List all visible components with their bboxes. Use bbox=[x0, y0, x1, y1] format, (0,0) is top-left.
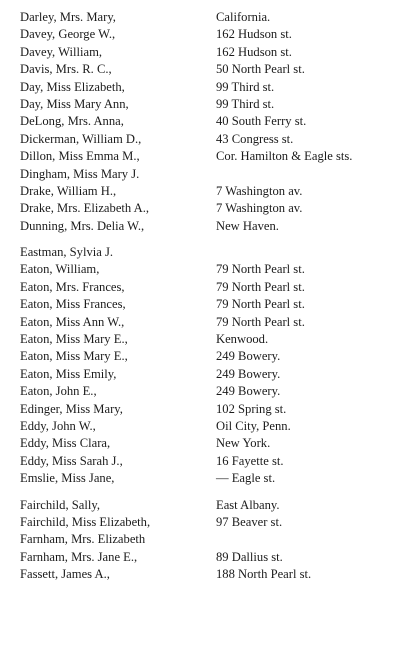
entry-address: Cor. Hamilton & Eagle sts. bbox=[216, 149, 353, 164]
entry-address: 249 Bowery. bbox=[216, 384, 281, 399]
entry-address: 249 Bowery. bbox=[216, 349, 281, 364]
entry-address: 162 Hudson st. bbox=[216, 27, 292, 42]
entry-address: 7 Washington av. bbox=[216, 183, 303, 198]
entry-address: 50 North Pearl st. bbox=[216, 62, 305, 77]
directory-entry bbox=[20, 279, 405, 296]
directory-entry bbox=[20, 44, 405, 61]
entry-address bbox=[216, 166, 405, 183]
entry-name: Davis, Mrs. R. C., bbox=[20, 62, 112, 77]
directory-entry bbox=[20, 148, 405, 165]
entry-address: 89 Dallius st. bbox=[216, 549, 283, 564]
letter-group-e bbox=[20, 244, 405, 487]
entry-name: Davey, William, bbox=[20, 44, 103, 59]
directory-entry bbox=[20, 261, 405, 278]
entry-name: Edinger, Miss Mary, bbox=[20, 401, 123, 416]
directory-entry bbox=[20, 453, 405, 470]
entry-name: Dillon, Miss Emma M., bbox=[20, 149, 140, 164]
entry-name: Eddy, Miss Sarah J., bbox=[20, 453, 123, 468]
entry-address: 40 South Ferry st. bbox=[216, 114, 307, 129]
directory-entry bbox=[20, 470, 405, 487]
directory-page bbox=[20, 9, 405, 584]
entry-name: Dunning, Mrs. Delia W., bbox=[20, 218, 145, 233]
directory-entry bbox=[20, 348, 405, 365]
directory-entry bbox=[20, 296, 405, 313]
entry-address: 79 North Pearl st. bbox=[216, 279, 305, 294]
directory-entry bbox=[20, 183, 405, 200]
entry-name: Drake, Mrs. Elizabeth A., bbox=[20, 201, 150, 216]
entry-address: — Eagle st. bbox=[216, 471, 276, 486]
entry-address: Oil City, Penn. bbox=[216, 418, 291, 433]
directory-entry bbox=[20, 531, 405, 548]
entry-address: East Albany. bbox=[216, 497, 280, 512]
entry-name: Fassett, James A., bbox=[20, 567, 110, 582]
entry-name: Eaton, Miss Ann W., bbox=[20, 314, 125, 329]
directory-entry bbox=[20, 514, 405, 531]
directory-entry bbox=[20, 566, 405, 583]
entry-address: 102 Spring st. bbox=[216, 401, 287, 416]
entry-address: Kenwood. bbox=[216, 332, 269, 347]
entry-name: Drake, William H., bbox=[20, 183, 117, 198]
entry-address: 162 Hudson st. bbox=[216, 44, 292, 59]
entry-address bbox=[216, 244, 405, 261]
entry-address: 99 Third st. bbox=[216, 96, 275, 111]
directory-entry bbox=[20, 549, 405, 566]
entry-name: Emslie, Miss Jane, bbox=[20, 471, 115, 486]
directory-entry bbox=[20, 418, 405, 435]
directory-entry bbox=[20, 401, 405, 418]
entry-name: Davey, George W., bbox=[20, 27, 116, 42]
entry-name: Eaton, Mrs. Frances, bbox=[20, 279, 125, 294]
entry-name: Eaton, Miss Mary E., bbox=[20, 332, 128, 347]
letter-group-f bbox=[20, 497, 405, 584]
entry-name: Eddy, John W., bbox=[20, 418, 96, 433]
entry-name: Eastman, Sylvia J. bbox=[20, 245, 114, 260]
entry-name: Dingham, Miss Mary J. bbox=[20, 166, 140, 181]
entry-address: New Haven. bbox=[216, 218, 279, 233]
entry-name: Fairchild, Sally, bbox=[20, 497, 100, 512]
entry-name: Fairchild, Miss Elizabeth, bbox=[20, 514, 151, 529]
directory-entry bbox=[20, 244, 405, 261]
directory-groups bbox=[20, 9, 405, 584]
entry-name: Eaton, Miss Emily, bbox=[20, 366, 117, 381]
entry-name: Darley, Mrs. Mary, bbox=[20, 10, 116, 24]
directory-entry bbox=[20, 314, 405, 331]
directory-entry bbox=[20, 96, 405, 113]
entry-name: Farnham, Mrs. Elizabeth bbox=[20, 532, 146, 547]
entry-name: Day, Miss Mary Ann, bbox=[20, 96, 129, 111]
entry-address: 7 Washington av. bbox=[216, 201, 303, 216]
directory-entry bbox=[20, 383, 405, 400]
entry-address: 79 North Pearl st. bbox=[216, 262, 305, 277]
directory-entry bbox=[20, 26, 405, 43]
entry-name: Eaton, William, bbox=[20, 262, 100, 277]
entry-address: California. bbox=[216, 10, 271, 24]
entry-address: 249 Bowery. bbox=[216, 366, 281, 381]
directory-entry bbox=[20, 131, 405, 148]
entry-address: 99 Third st. bbox=[216, 79, 275, 94]
entry-address: 79 North Pearl st. bbox=[216, 314, 305, 329]
entry-name: Day, Miss Elizabeth, bbox=[20, 79, 125, 94]
entry-name: Dickerman, William D., bbox=[20, 131, 142, 146]
directory-entry bbox=[20, 79, 405, 96]
entry-name: Eaton, Miss Mary E., bbox=[20, 349, 128, 364]
directory-entry bbox=[20, 9, 405, 26]
entry-address: 97 Beaver st. bbox=[216, 514, 283, 529]
directory-entry bbox=[20, 366, 405, 383]
entry-address: 16 Fayette st. bbox=[216, 453, 284, 468]
entry-name: Eddy, Miss Clara, bbox=[20, 436, 111, 451]
entry-address: 43 Congress st. bbox=[216, 131, 294, 146]
entry-name: Eaton, Miss Frances, bbox=[20, 297, 126, 312]
entry-name: Farnham, Mrs. Jane E., bbox=[20, 549, 138, 564]
entry-name: Eaton, John E., bbox=[20, 384, 97, 399]
directory-entry bbox=[20, 497, 405, 514]
directory-entry bbox=[20, 200, 405, 217]
entry-address: New York. bbox=[216, 436, 271, 451]
letter-group-d bbox=[20, 9, 405, 235]
entry-address: 188 North Pearl st. bbox=[216, 567, 312, 582]
directory-entry bbox=[20, 166, 405, 183]
directory-entry bbox=[20, 435, 405, 452]
directory-entry bbox=[20, 113, 405, 130]
entry-name: DeLong, Mrs. Anna, bbox=[20, 114, 124, 129]
entry-address bbox=[216, 531, 405, 548]
directory-entry bbox=[20, 331, 405, 348]
directory-entry bbox=[20, 61, 405, 78]
directory-entry bbox=[20, 218, 405, 235]
entry-address: 79 North Pearl st. bbox=[216, 297, 305, 312]
